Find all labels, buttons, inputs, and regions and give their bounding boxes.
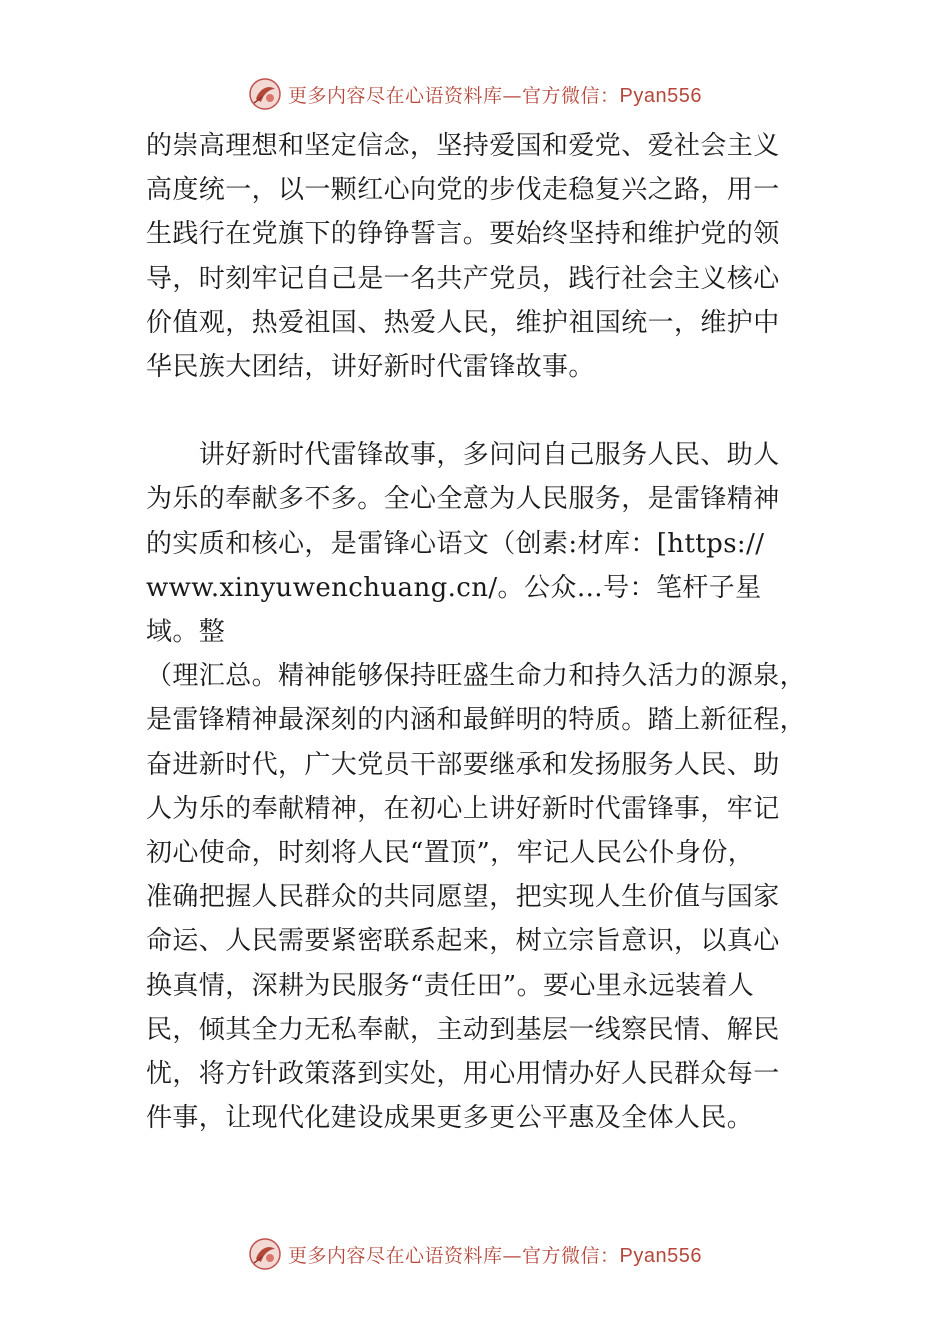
header-banner: [0, 74, 950, 114]
xinyu-logo-icon: [248, 1237, 282, 1271]
footer-banner-text: [288, 1241, 702, 1268]
footer-banner: [0, 1234, 950, 1274]
footer-wechat-id: Pyan556: [619, 1244, 702, 1267]
paragraph-2: 讲好新时代雷锋故事，多问问自己服务人民、助人 为乐的奉献多不多。全心全意为人民服务，是雷锋精神 的实质和核心，是雷锋心语文（创素:材库：[https:// www.xinyuwenchuang.cn/。公众…号：笔杆子星域。整 （理汇总。精神能够保持旺盛生命力和持久活力的源泉， 是雷锋精神最深刻的内涵和最鲜明的特质。踏上新征程， 奋进新时代，广大党员干部要继承和发扬服务人民、助 人为乐的奉献精神，在初心上讲好新时代雷锋事，牢记 初心使命，时刻将人民“置顶”，牢记人民公仆身份， 准确把握人民群众的共同愿望，把实现人生价值与国家 命运、人民需要紧密联系起来，树立宗旨意识，以真心 换真情，深耕为民服务“责任田”。要心里永远装着人 民，倾其全力无私奉献，主动到基层一线察民情、解民 忧，将方针政策落到实处，用心用情办好人民群众每一 件事，让现代化建设成果更多更公平惠及全体人民。: [146, 440, 807, 1134]
header-banner-label: 更多内容尽在心语资料库—官方微信：: [288, 84, 620, 107]
footer-banner-label: 更多内容尽在心语资料库—官方微信：: [288, 1244, 620, 1267]
paragraph-1: 的崇高理想和坚定信念，坚持爱国和爱党、爱社会主义 高度统一，以一颗红心向党的步伐走稳复兴之路，用一 生践行在党旗下的铮铮誓言。要始终坚持和维护党的领 导，时刻牢记自己是一名共产党员，践行社会主义核心 价值观，热爱祖国、热爱人民，维护祖国统一，维护中 华民族大团结，讲好新时代雷锋故事。: [146, 131, 780, 383]
xinyu-logo-icon: [248, 77, 282, 111]
header-wechat-id: Pyan556: [619, 84, 702, 107]
document-body: [146, 124, 806, 1140]
header-banner-text: [288, 81, 702, 108]
